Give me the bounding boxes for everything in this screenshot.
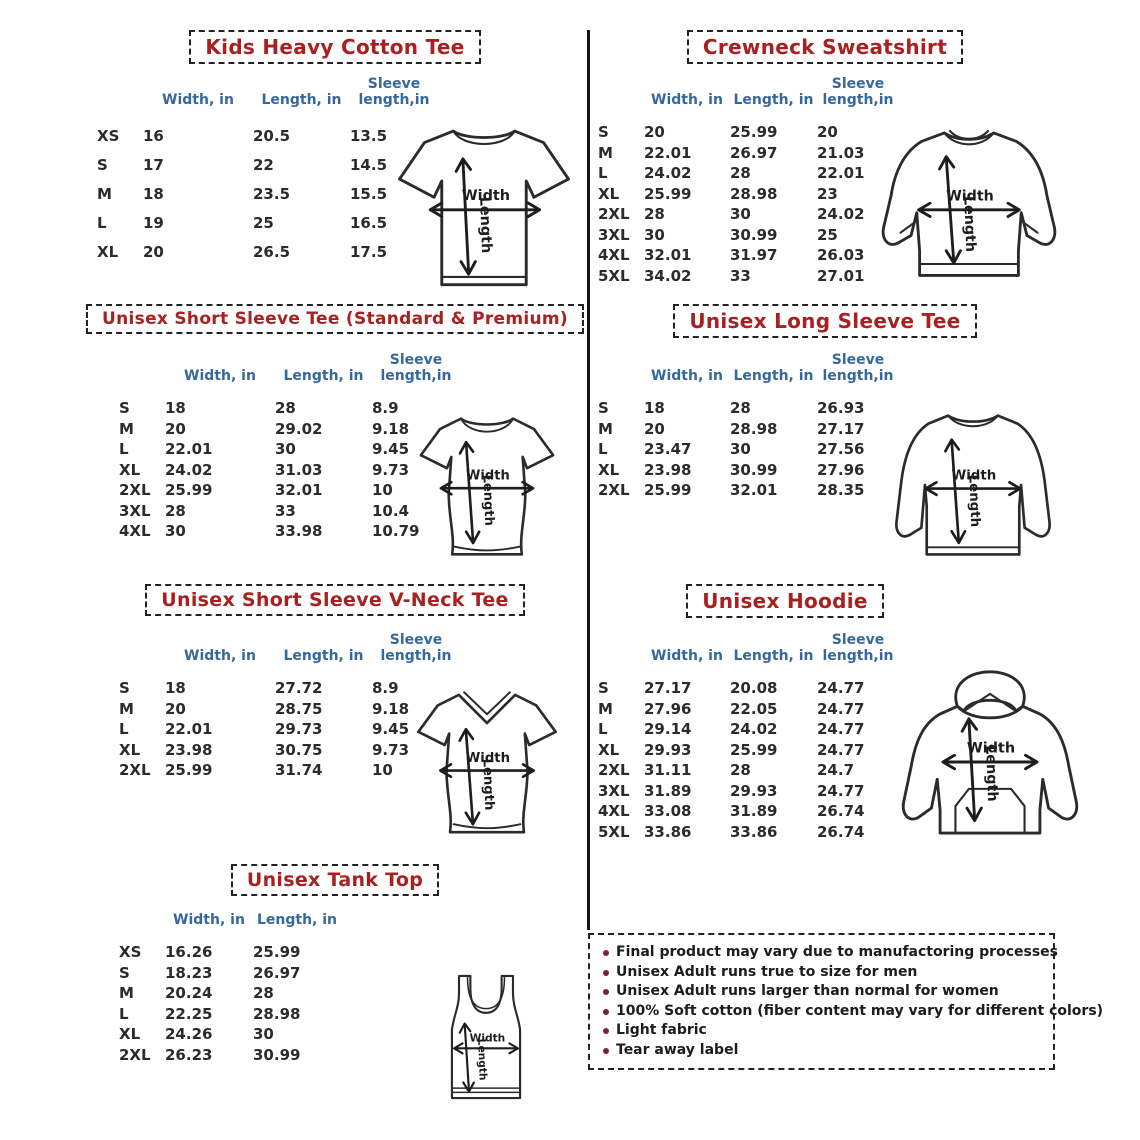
size-value: 19 [143,214,164,232]
column-header: Width, in [184,368,256,384]
size-label: L [119,720,129,738]
size-value: 24.02 [165,460,213,479]
size-value: 13.5 [350,127,388,145]
size-column-header [119,912,165,942]
title-row [85,584,585,616]
size-row [598,204,899,225]
width-arrow-label: Width [951,468,997,484]
size-label: L [598,720,608,738]
size-value: 30.99 [730,460,778,479]
size-value: 20 [644,123,665,141]
size-label: 5XL [598,822,630,841]
size-row [598,699,899,720]
size-value: 24.77 [817,720,865,738]
column-divider-line [587,30,590,930]
size-label: XL [598,460,620,479]
title-row [592,584,1140,618]
title-row [592,304,1140,338]
size-value: 24.02 [644,164,692,182]
size-value: 28.75 [275,699,323,718]
size-value: 24.77 [817,740,865,759]
header-row [598,352,899,398]
size-value: 33.08 [644,802,692,820]
size-label: S [598,399,609,417]
size-value: 31.03 [275,460,323,479]
length-arrow-label: Length [479,474,497,527]
size-value: 32.01 [275,481,323,499]
size-row [119,1024,341,1045]
size-label: S [598,679,609,697]
size-value: 29.02 [275,419,323,438]
size-value: 33 [730,266,751,285]
column-header: Length, in [733,92,814,108]
size-value: 26.93 [817,399,865,417]
size-value: 30.75 [275,740,323,759]
size-label: S [119,399,130,417]
size-label: 4XL [119,522,151,540]
size-label: M [598,419,613,438]
size-value: 22.01 [165,720,213,738]
size-label: XL [119,1025,141,1043]
size-value: 31.89 [644,781,692,800]
size-value: 30 [730,440,751,458]
size-label: M [119,699,134,718]
size-value: 24.02 [730,720,778,738]
size-label: M [598,143,613,162]
size-value: 9.45 [372,440,410,458]
size-label: 3XL [598,225,630,244]
length-arrow-label: Length [965,474,983,528]
size-row [598,143,899,164]
size-value: 30 [275,440,296,458]
size-value: 33.86 [730,822,778,841]
size-label: 3XL [119,501,151,520]
size-value: 28 [730,761,751,779]
size-label: S [119,963,130,982]
section-title [86,304,584,334]
vneck-tee-illustration [398,672,576,848]
size-row [598,801,899,822]
size-value: 17 [143,156,164,174]
size-value: 27.96 [644,699,692,718]
size-label: L [598,164,608,182]
size-row [598,460,899,481]
section-unisex-vneck-tee [85,584,585,862]
column-header: Width, in [651,368,723,384]
tee-shirt-illustration [388,106,580,302]
size-value: 22.25 [165,1004,213,1023]
title-row [85,304,585,334]
size-label: XL [97,243,119,261]
size-value: 9.18 [372,419,410,438]
size-label: 2XL [119,481,151,499]
section-title [686,584,884,618]
section-title-text: Unisex Tank Top [246,869,424,891]
kids-tee-size-table [97,76,438,267]
column-header: Width, in [651,92,723,108]
size-row [119,1045,341,1066]
section-title-text: Unisex Short Sleeve Tee (Standard & Premium) [102,309,568,329]
size-value: 23.5 [253,185,291,203]
size-label: 2XL [119,1045,151,1064]
size-label: 2XL [598,761,630,779]
size-value: 22 [253,156,274,174]
size-value: 9.73 [372,460,410,479]
size-value: 25.99 [644,481,692,499]
size-value: 23.98 [165,740,213,759]
size-value: 10.4 [372,501,410,520]
size-value: 31.11 [644,761,692,779]
size-row [598,398,899,419]
header-row [97,76,438,122]
size-value: 26.74 [817,802,865,820]
size-label: XS [119,943,142,961]
size-label: XS [97,127,120,145]
size-value: 27.01 [817,266,865,285]
size-label: L [97,214,107,232]
column-header: Length, in [261,92,342,108]
note-item: Final product may vary due to manufactoring processes [602,943,1043,963]
size-value: 28 [730,399,751,417]
size-value: 20 [143,243,164,261]
size-value: 16.5 [350,214,388,232]
size-value: 25.99 [165,761,213,779]
size-value: 22.01 [165,440,213,458]
note-item: Unisex Adult runs true to size for men [602,963,1043,983]
size-value: 24.26 [165,1025,213,1043]
size-row [598,719,899,740]
size-value: 26.5 [253,243,291,261]
size-value: 10 [372,761,393,779]
size-value: 30 [730,205,751,223]
size-value: 25.99 [253,943,301,961]
size-label: M [598,699,613,718]
long-sleeve-tee-illustration [858,396,1088,574]
size-value: 27.17 [644,679,692,697]
size-label: 2XL [119,761,151,779]
size-value: 30.99 [253,1045,301,1064]
size-value: 24.02 [817,205,865,223]
size-label: 5XL [598,266,630,285]
size-value: 25.99 [165,481,213,499]
size-value: 26.97 [730,143,778,162]
size-value: 28 [730,164,751,182]
section-unisex-short-sleeve-tee [85,304,585,582]
section-title [231,864,439,896]
section-title [673,304,976,338]
section-unisex-tank-top [85,864,585,1134]
width-arrow-label: Width [465,750,510,766]
size-value: 10 [372,481,393,499]
size-value: 29.93 [730,781,778,800]
size-label: S [598,123,609,141]
product-notes-list [602,943,1104,1060]
product-notes-box [588,933,1104,1070]
size-row [598,760,899,781]
size-value: 30.99 [730,225,778,244]
size-value: 17.5 [350,243,388,261]
size-value: 25.99 [644,184,692,203]
width-arrow-label: Width [946,188,994,205]
size-label: XL [119,740,141,759]
size-value: 9.73 [372,740,410,759]
size-value: 29.14 [644,720,692,738]
column-header: Width, in [651,648,723,664]
crewneck-size-table [598,76,899,286]
header-row [598,632,899,678]
size-value: 28 [253,984,274,1002]
column-header: Sleeve length,in [380,632,452,664]
note-item: 100% Soft cotton (fiber content may vary for different colors) [602,1002,1043,1022]
size-label: L [598,440,608,458]
size-value: 14.5 [350,156,388,174]
size-value: 29.93 [644,740,692,759]
size-column-header [598,352,644,398]
column-header: Length, in [733,368,814,384]
size-value: 20 [644,419,665,438]
size-row [598,781,899,802]
section-unisex-hoodie [592,584,1140,862]
size-label: L [119,1004,129,1023]
size-value: 21.03 [817,143,865,162]
section-title-text: Unisex Hoodie [702,589,868,613]
size-value: 10.79 [372,522,420,540]
header-row [598,76,899,122]
column-header: Sleeve length,in [822,76,894,108]
size-row [598,822,899,843]
section-title-text: Unisex Long Sleeve Tee [689,309,961,333]
size-value: 23 [817,184,838,203]
size-row [598,678,899,699]
size-value: 29.73 [275,720,323,738]
size-label: S [119,679,130,697]
column-header: Length, in [283,648,364,664]
size-value: 18 [165,679,186,697]
size-value: 25 [817,225,838,244]
size-label: L [119,440,129,458]
size-value: 25.99 [730,740,778,759]
size-value: 22.01 [644,143,692,162]
size-value: 23.47 [644,440,692,458]
size-value: 28 [275,399,296,417]
size-value: 32.01 [644,246,692,264]
size-value: 28.98 [253,1004,301,1023]
column-header: Length, in [733,648,814,664]
header-row [119,912,341,942]
length-arrow-label: Length [982,744,1001,802]
size-value: 20.08 [730,679,778,697]
size-column-header [119,352,165,398]
size-row [598,184,899,205]
size-row [598,740,899,761]
section-title [145,584,524,616]
size-value: 23.98 [644,460,692,479]
size-label: 4XL [598,246,630,264]
size-value: 9.18 [372,699,410,718]
size-value: 24.7 [817,761,855,779]
section-title-text: Crewneck Sweatshirt [702,35,948,59]
size-value: 20 [165,699,186,718]
size-value: 8.9 [372,399,399,417]
size-value: 22.05 [730,699,778,718]
size-value: 31.97 [730,246,778,264]
size-value: 34.02 [644,266,692,285]
note-item: Unisex Adult runs larger than normal for women [602,982,1043,1002]
length-arrow-label: Length [476,196,495,254]
size-value: 18 [143,185,164,203]
size-value: 16 [143,127,164,145]
width-arrow-label: Width [966,740,1016,757]
section-title-text: Unisex Short Sleeve V-Neck Tee [161,589,509,611]
width-arrow-label: Width [466,468,510,484]
size-label: 2XL [598,481,630,499]
column-header: Sleeve length,in [358,76,430,108]
tank-top-illustration [415,946,557,1128]
size-value: 25.99 [730,123,778,141]
size-value: 26.03 [817,246,865,264]
column-header: Sleeve length,in [822,632,894,664]
size-row [119,983,341,1004]
size-value: 24.77 [817,699,865,718]
size-label: S [97,156,108,174]
fitted-tee-illustration [398,396,576,570]
size-row [119,963,341,984]
size-value: 28.98 [730,419,778,438]
size-value: 20 [165,419,186,438]
size-row [598,225,899,246]
size-row [598,480,899,501]
title-row [592,30,1140,64]
size-value: 24.77 [817,781,865,800]
size-value: 8.9 [372,679,399,697]
size-label: 3XL [598,781,630,800]
size-value: 28 [644,205,665,223]
size-value: 9.45 [372,720,410,738]
size-value: 27.56 [817,440,865,458]
note-item: Light fabric [602,1021,1043,1041]
size-row [119,942,341,963]
size-value: 31.74 [275,761,323,779]
size-value: 22.01 [817,164,865,182]
column-header: Sleeve length,in [380,352,452,384]
title-row [85,864,585,896]
size-column-header [598,632,644,678]
size-value: 25 [253,214,274,232]
section-title-text: Kids Heavy Cotton Tee [205,35,465,59]
size-value: 20 [817,123,838,141]
column-header: Sleeve length,in [822,352,894,384]
note-item: Tear away label [602,1041,1043,1061]
size-value: 28.35 [817,481,865,499]
size-column-header [119,632,165,678]
size-value: 24.77 [817,679,865,697]
size-row [97,122,438,151]
size-row [598,122,899,143]
size-value: 28 [165,501,186,520]
size-value: 27.96 [817,460,865,479]
size-value: 32.01 [730,481,778,499]
hoodie-illustration [883,666,1097,858]
size-column-header [97,76,143,122]
section-crewneck-sweatshirt [592,30,1140,300]
size-label: M [119,984,134,1002]
header-row [119,352,460,398]
size-value: 27.17 [817,419,865,438]
sweatshirt-illustration [860,112,1078,302]
size-label: M [119,419,134,438]
size-row [598,163,899,184]
size-row [97,180,438,209]
size-value: 26.74 [817,822,865,841]
section-unisex-long-sleeve-tee [592,304,1140,582]
size-label: XL [598,184,620,203]
title-row [85,30,585,64]
size-row [97,209,438,238]
width-arrow-label: Width [461,188,511,205]
length-arrow-label: Length [475,1038,490,1081]
size-value: 18 [644,399,665,417]
size-row [598,439,899,460]
size-value: 33.86 [644,822,692,841]
column-header: Length, in [283,368,364,384]
size-value: 31.89 [730,802,778,820]
size-row [97,238,438,267]
length-arrow-label: Length [960,195,979,253]
size-column-header [598,76,644,122]
size-value: 20.5 [253,127,291,145]
size-value: 30 [165,522,186,540]
size-value: 20.24 [165,984,213,1002]
size-label: 2XL [598,205,630,223]
size-value: 30 [253,1025,274,1043]
length-arrow-label: Length [479,758,497,811]
width-arrow-label: Width [469,1031,506,1045]
size-value: 15.5 [350,185,388,203]
size-row [119,1004,341,1025]
size-value: 33.98 [275,522,323,540]
tank-top-size-table [119,912,341,1065]
size-label: XL [598,740,620,759]
size-value: 33 [275,501,296,520]
section-title [189,30,480,64]
column-header: Width, in [162,92,234,108]
size-value: 18.23 [165,963,213,982]
size-row [598,266,899,287]
size-value: 28.98 [730,184,778,203]
section-title [687,30,963,64]
size-label: M [97,185,112,203]
hoodie-size-table [598,632,899,842]
size-label: 4XL [598,802,630,820]
size-value: 18 [165,399,186,417]
size-value: 26.97 [253,963,301,982]
column-header: Length, in [256,912,338,928]
size-row [598,245,899,266]
size-row [97,151,438,180]
size-row [598,419,899,440]
section-kids-heavy-cotton-tee [85,30,585,300]
size-value: 27.72 [275,679,323,697]
column-header: Width, in [173,912,245,928]
size-label: XL [119,460,141,479]
size-value: 26.23 [165,1045,213,1064]
long-sleeve-size-table [598,352,899,501]
size-value: 16.26 [165,943,213,961]
size-value: 30 [644,225,665,244]
column-header: Width, in [184,648,256,664]
